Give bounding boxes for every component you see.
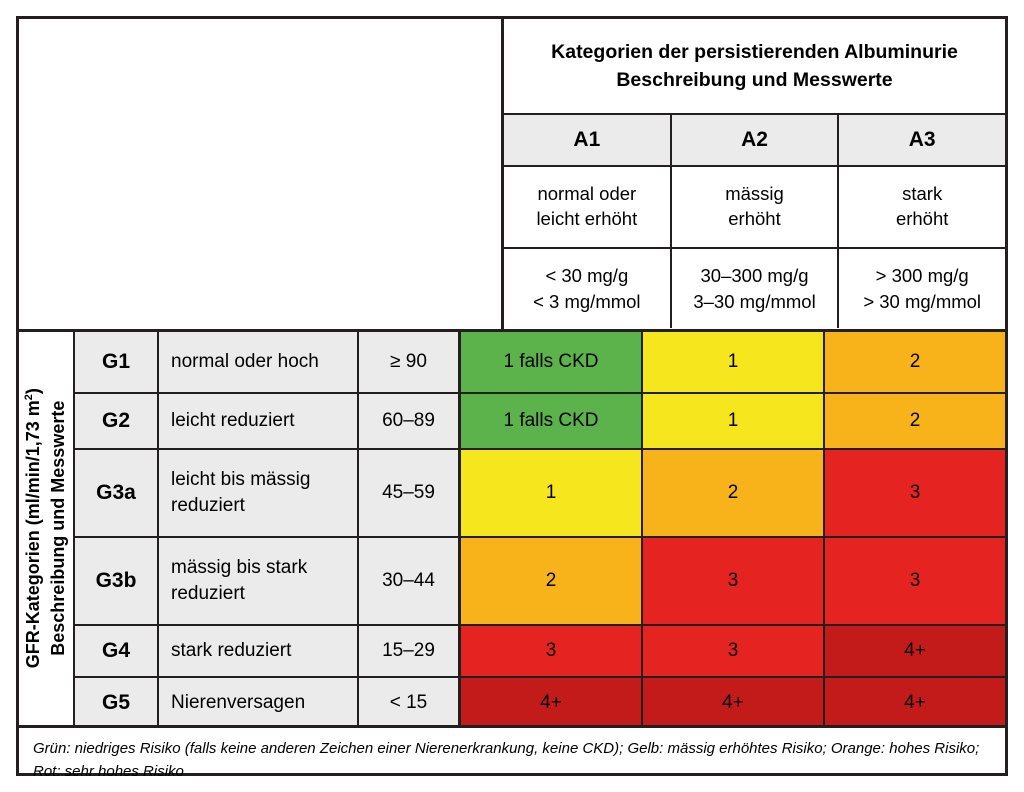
gfr-range-g5: < 15 — [359, 678, 461, 728]
gfr-axis-line2: Beschreibung und Messwerte — [48, 400, 68, 657]
albuminuria-value-a3-line1: > 300 mg/g — [875, 264, 969, 286]
gfr-description-g1: normal oder hoch — [159, 332, 359, 392]
albuminuria-title-line2: Beschreibung und Messwerte — [616, 69, 893, 91]
table-row — [75, 394, 1005, 450]
risk-cell-g1-a3: 2 — [825, 332, 1005, 392]
albuminuria-description-a1-line1: normal oder — [537, 183, 637, 205]
albuminuria-value-a3-line2: > 30 mg/mmol — [863, 290, 982, 312]
table-row — [75, 678, 1005, 728]
gfr-description-g3b: mässig bis stark reduziert — [159, 538, 359, 624]
gfr-description-g4: stark reduziert — [159, 626, 359, 676]
risk-cell-g2-a1: 1 falls CKD — [461, 394, 643, 448]
risk-cell-g1-a1: 1 falls CKD — [461, 332, 643, 392]
albuminuria-value-a2 — [672, 249, 840, 328]
albuminuria-title — [504, 19, 1005, 115]
risk-cell-g5-a3: 4+ — [825, 678, 1005, 728]
table-row — [75, 538, 1005, 626]
risk-cell-g3a-a1: 1 — [461, 450, 643, 536]
legend-footnote-line2: Rot: sehr hohes Risiko — [33, 762, 184, 780]
albuminuria-description-a2 — [672, 167, 840, 249]
risk-cell-g2-a3: 2 — [825, 394, 1005, 448]
risk-cell-g3b-a2: 3 — [643, 538, 825, 624]
risk-cell-g4-a2: 3 — [643, 626, 825, 676]
risk-cell-g3b-a3: 3 — [825, 538, 1005, 624]
table-row — [75, 332, 1005, 394]
gfr-code-g2: G2 — [75, 394, 159, 448]
albuminuria-value-row — [504, 249, 1005, 328]
albuminuria-code-row — [504, 115, 1005, 167]
albuminuria-description-a1-line2: leicht erhöht — [536, 208, 638, 229]
albuminuria-value-a3 — [839, 249, 1005, 328]
albuminuria-code-a2: A2 — [672, 115, 840, 167]
albuminuria-value-a1-line1: < 30 mg/g — [545, 264, 629, 286]
ckd-risk-table — [16, 16, 1008, 780]
gfr-axis-superscript: 2 — [22, 394, 35, 401]
albuminuria-description-a3-line2: erhöht — [895, 208, 949, 229]
albuminuria-description-a2-line1: mässig — [725, 183, 784, 205]
albuminuria-code-a3: A3 — [839, 115, 1005, 167]
gfr-range-g3b: 30–44 — [359, 538, 461, 624]
albuminuria-value-a1-line2: < 3 mg/mmol — [533, 290, 641, 312]
gfr-code-g3b: G3b — [75, 538, 159, 624]
gfr-code-g3a: G3a — [75, 450, 159, 536]
gfr-range-g3a: 45–59 — [359, 450, 461, 536]
risk-cell-g5-a1: 4+ — [461, 678, 643, 728]
albuminuria-description-a3-line1: stark — [902, 183, 943, 205]
gfr-range-g2: 60–89 — [359, 394, 461, 448]
risk-cell-g3a-a2: 2 — [643, 450, 825, 536]
albuminuria-description-row — [504, 167, 1005, 249]
table-row — [75, 626, 1005, 678]
gfr-description-g5: Nierenversagen — [159, 678, 359, 728]
gfr-axis-line1-end: ) — [22, 388, 43, 395]
albuminuria-value-a1 — [504, 249, 672, 328]
risk-cell-g3a-a3: 3 — [825, 450, 1005, 536]
albuminuria-value-a2-line1: 30–300 mg/g — [700, 264, 809, 286]
risk-cell-g3b-a1: 2 — [461, 538, 643, 624]
albuminuria-title-line1: Kategorien der persistierenden Albuminurie — [551, 40, 958, 63]
risk-grid — [19, 329, 1005, 725]
legend-footnote — [19, 725, 1005, 783]
table-header-area — [19, 19, 1005, 329]
risk-cell-g4-a1: 3 — [461, 626, 643, 676]
albuminuria-description-a1 — [504, 167, 672, 249]
albuminuria-description-a3 — [839, 167, 1005, 249]
legend-footnote-line1: Grün: niedriges Risiko (falls keine anderen Zeichen einer Nierenerkrankung, keine CKD); Gelb: mässig erhöhtes Risiko; Orange: hohes Risiko; — [33, 740, 980, 757]
risk-rows — [75, 332, 1005, 725]
gfr-code-g4: G4 — [75, 626, 159, 676]
risk-cell-g4-a3: 4+ — [825, 626, 1005, 676]
risk-cell-g5-a2: 4+ — [643, 678, 825, 728]
risk-cell-g2-a2: 1 — [643, 394, 825, 448]
gfr-range-g1: ≥ 90 — [359, 332, 461, 392]
albuminuria-code-a1: A1 — [504, 115, 672, 167]
gfr-description-g3a: leicht bis mässig reduziert — [159, 450, 359, 536]
gfr-axis-label — [19, 332, 75, 725]
gfr-range-g4: 15–29 — [359, 626, 461, 676]
table-row — [75, 450, 1005, 538]
albuminuria-header — [501, 19, 1005, 329]
gfr-code-g5: G5 — [75, 678, 159, 728]
gfr-axis-line1: GFR-Kategorien (ml/min/1,73 m — [22, 400, 43, 669]
gfr-code-g1: G1 — [75, 332, 159, 392]
albuminuria-description-a2-line2: erhöht — [728, 208, 781, 229]
risk-cell-g1-a2: 1 — [643, 332, 825, 392]
gfr-description-g2: leicht reduziert — [159, 394, 359, 448]
albuminuria-value-a2-line2: 3–30 mg/mmol — [693, 290, 816, 312]
